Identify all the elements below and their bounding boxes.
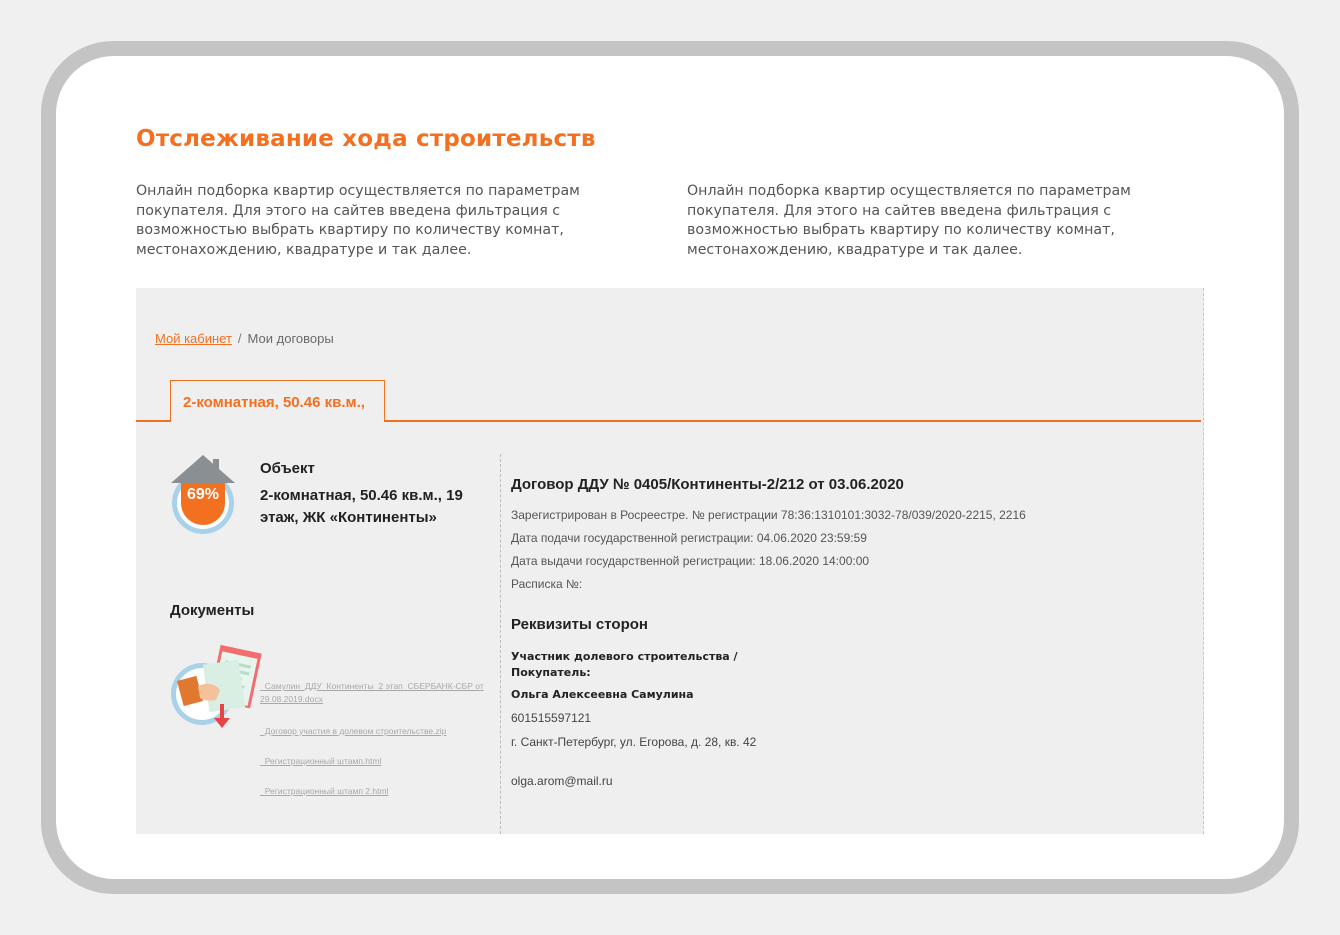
column-divider <box>500 454 501 834</box>
party-email: olga.arom@mail.ru <box>511 774 613 788</box>
requisites-title: Реквизиты сторон <box>511 616 648 633</box>
cabinet-screenshot <box>136 288 1204 834</box>
party-address: г. Санкт-Петербург, ул. Егорова, д. 28, кв. 42 <box>511 735 757 749</box>
tab-apartment[interactable]: 2-комнатная, 50.46 кв.м., <box>170 380 385 422</box>
contract-issued-date: Дата выдачи государственной регистрации: 18.06.2020 14:00:00 <box>511 554 870 568</box>
document-link[interactable]: _Регистрационный штамп.html <box>260 756 382 766</box>
house-progress-icon <box>169 455 237 539</box>
document-link[interactable]: _Договор участия в долевом строительстве.zip <box>260 726 447 736</box>
contract-title: Договор ДДУ № 0405/Континенты-2/212 от 03.06.2020 <box>511 476 904 493</box>
breadcrumb-separator: / <box>237 331 242 346</box>
documents-title: Документы <box>170 602 255 619</box>
object-description: 2-комнатная, 50.46 кв.м., 19 этаж, ЖК «Континенты» <box>260 487 463 526</box>
breadcrumb-home-link[interactable]: Мой кабинет <box>155 331 232 346</box>
object-title: Объект <box>260 460 315 477</box>
contract-receipt: Расписка №: <box>511 577 583 591</box>
intro-text-left: Онлайн подборка квартир осуществляется по параметрам покупателя. Для этого на сайтев введена фильтрация с возможностью выбрать квартиру по количеству комнат, местонахождению, квадратуре и так далее. <box>136 183 580 258</box>
party-phone: 601515597121 <box>511 711 592 725</box>
page-title: Отслеживание хода строительств <box>136 126 596 152</box>
content-card <box>56 56 1284 879</box>
document-link[interactable]: _Самулин_ДДУ_Континенты_2 этап_СБЕРБАНК-СБР от 29.08.2019.docx <box>260 681 484 704</box>
party-role: Участник долевого строительства / Покупатель: <box>511 650 738 679</box>
documents-illustration-icon <box>170 642 266 732</box>
breadcrumb <box>155 331 334 346</box>
document-link[interactable]: _Регистрационный штамп 2.html <box>260 786 389 796</box>
party-name: Ольга Алексеевна Самулина <box>511 688 694 701</box>
contract-registered: Зарегистрирован в Росреестре. № регистрации 78:36:1310101:3032-78/039/2020-2215, 2216 <box>511 508 1026 522</box>
contract-submitted-date: Дата подачи государственной регистрации: 04.06.2020 23:59:59 <box>511 531 867 545</box>
intro-text-right: Онлайн подборка квартир осуществляется по параметрам покупателя. Для этого на сайтев введена фильтрация с возможностью выбрать квартиру по количеству комнат, местонахождению, квадратуре и так далее. <box>687 183 1131 258</box>
breadcrumb-current: Мои договоры <box>247 331 334 346</box>
progress-percent: 69% <box>186 486 220 503</box>
